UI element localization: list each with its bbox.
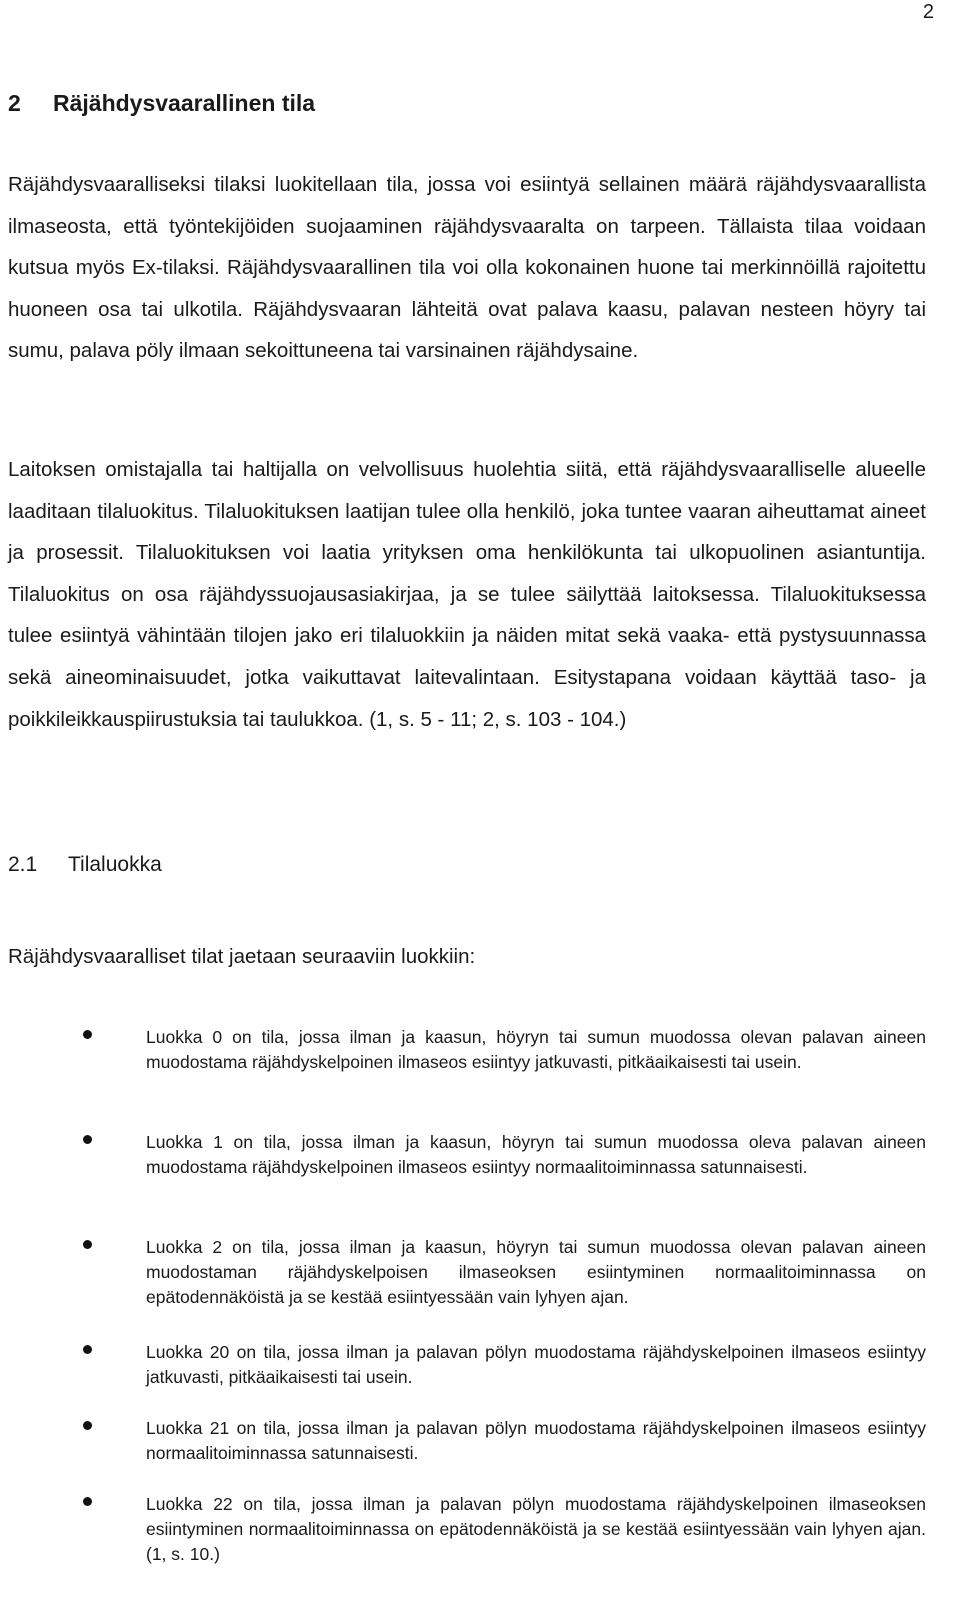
list-item-text: Luokka 20 on tila, jossa ilman ja palavan pölyn muodostama räjähdyskelpoinen ilmaseos esiintyy jatkuvasti, pitkäaikaisesti tai usein.	[146, 1342, 926, 1387]
bullet-icon	[83, 1497, 92, 1506]
chapter-heading	[8, 88, 315, 118]
page-number: 2	[922, 1, 934, 23]
section-title: Tilaluokka	[68, 853, 162, 876]
list-intro: Räjähdysvaaralliset tilat jaetaan seuraaviin luokkiin:	[8, 945, 476, 968]
chapter-number: 2	[8, 90, 21, 116]
section-heading	[8, 850, 162, 880]
list-item-text: Luokka 2 on tila, jossa ilman ja kaasun, höyryn tai sumun muodossa olevan palavan aineen muodostaman räjähdyskelpoisen ilmaseoksen esiintyminen normaalitoiminnassa on epätodennäköistä ja se kestää esiintyessään vain lyhyen ajan.	[146, 1237, 926, 1307]
chapter-title: Räjähdysvaarallinen tila	[53, 90, 316, 116]
list-item-text: Luokka 1 on tila, jossa ilman ja kaasun, höyryn tai sumun muodossa oleva palavan aineen muodostama räjähdyskelpoinen ilmaseos esiintyy normaalitoiminnassa satunnaisesti.	[146, 1132, 926, 1177]
bullet-icon	[83, 1240, 92, 1249]
body-paragraph: Räjähdysvaaralliseksi tilaksi luokitellaan tila, jossa voi esiintyä sellainen määrä räjähdysvaarallista ilmaseosta, että työntekijöiden suojaaminen räjähdysvaaralta on tarpeen. Tällaista tilaa voidaan kutsua myös Ex-tilaksi. Räjähdysvaarallinen tila voi olla kokonainen huone tai merkinnöillä rajoitettu huoneen osa tai ulkotila. Räjähdysvaaran lähteitä ovat palava kaasu, palavan nesteen höyry tai sumu, palava pöly ilmaan sekoittuneena tai varsinainen räjähdysaine.	[8, 173, 926, 363]
bullet-icon	[83, 1030, 92, 1039]
list-item-text: Luokka 22 on tila, jossa ilman ja palavan pölyn muodostama räjähdyskelpoinen ilmaseoksen esiintyminen normaalitoiminnassa on epätodennäköistä ja se kestää esiintyessään vain lyhyen ajan. (1, s. 10.)	[146, 1494, 926, 1564]
bullet-icon	[83, 1345, 92, 1354]
list-item-text: Luokka 21 on tila, jossa ilman ja palavan pölyn muodostama räjähdyskelpoinen ilmaseos esiintyy normaalitoiminnassa satunnaisesti.	[146, 1418, 926, 1463]
section-number: 2.1	[8, 853, 38, 876]
bullet-icon	[83, 1135, 92, 1144]
list-item-text: Luokka 0 on tila, jossa ilman ja kaasun, höyryn tai sumun muodossa olevan palavan aineen muodostama räjähdyskelpoinen ilmaseos esiintyy jatkuvasti, pitkäaikaisesti tai usein.	[146, 1027, 926, 1072]
bullet-icon	[83, 1421, 92, 1430]
body-paragraph: Laitoksen omistajalla tai haltijalla on velvollisuus huolehtia siitä, että räjähdysvaaralliselle alueelle laaditaan tilaluokitus. Tilaluokituksen laatijan tulee olla henkilö, joka tuntee vaaran aiheuttamat aineet ja prosessit. Tilaluokituksen voi laatia yrityksen oma henkilökunta tai ulkopuolinen asiantuntija. Tilaluokitus on osa räjähdyssuojausasiakirjaa, ja se tulee säilyttää laitoksessa. Tilaluokituksessa tulee esiintyä vähintään tilojen jako eri tilaluokkiin ja näiden mitat sekä vaaka- että pystysuunnassa sekä aineominaisuudet, jotka vaikuttavat laitevalintaan. Esitystapana voidaan käyttää taso- ja poikkileikkauspiirustuksia tai taulukkoa. (1, s. 5 - 11; 2, s. 103 - 104.)	[8, 458, 926, 731]
